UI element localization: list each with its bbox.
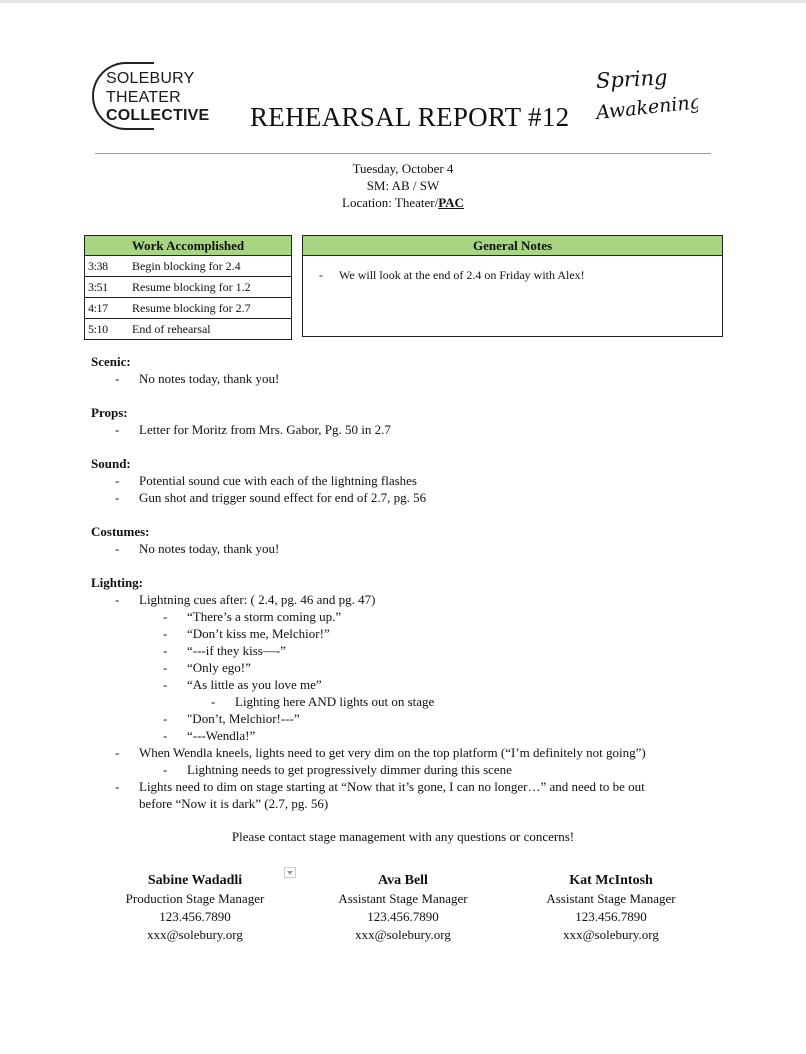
signature-name: Ava Bell <box>378 873 428 888</box>
list-item: Gun shot and trigger sound effect for end of 2.7, pg. 56 <box>139 490 427 505</box>
work-task: Resume blocking for 1.2 <box>132 280 251 294</box>
bullet-dash: - <box>211 694 216 709</box>
work-accomplished-heading: Work Accomplished <box>85 236 291 256</box>
table-row <box>85 256 291 277</box>
bullet-dash: - <box>115 371 120 386</box>
section-scenic-title: Scenic: <box>91 354 131 369</box>
signature-block <box>506 872 716 944</box>
signature-role: Production Stage Manager <box>125 891 265 906</box>
bullet-dash: - <box>115 592 120 607</box>
signature-role: Assistant Stage Manager <box>338 891 468 906</box>
signature-name: Kat McIntosh <box>569 873 653 888</box>
table-row <box>85 319 291 339</box>
report-date: Tuesday, October 4 <box>352 161 454 176</box>
general-note <box>319 268 585 283</box>
general-notes-table <box>302 235 723 337</box>
signature-block <box>298 872 508 944</box>
bullet-dash: - <box>163 609 168 624</box>
show-logo <box>594 64 698 131</box>
logo-line-3: COLLECTIVE <box>106 107 210 124</box>
show-logo-word-1: Spring <box>595 65 669 93</box>
list-item-continued: before “Now it is dark” (2.7, pg. 56) <box>139 796 329 811</box>
bullet-dash: - <box>115 473 120 488</box>
bullet-dash: - <box>163 762 168 777</box>
list-item: “Don’t kiss me, Melchior!” <box>187 626 330 641</box>
solebury-logo <box>92 62 222 134</box>
section-lighting-title: Lighting: <box>91 575 144 590</box>
location-label: Location: Theater/ <box>342 195 439 210</box>
top-border <box>0 0 806 3</box>
general-notes-heading: General Notes <box>303 236 722 256</box>
signature-phone: 123.456.7890 <box>367 909 439 924</box>
location <box>0 195 806 211</box>
bullet-dash: - <box>115 490 120 505</box>
list-item: “Only ego!” <box>187 660 251 675</box>
list-item: No notes today, thank you! <box>139 541 280 556</box>
bullet-dash: - <box>163 643 168 658</box>
bullet-dash: - <box>163 677 168 692</box>
list-item: Lightning needs to get progressively dimmer during this scene <box>187 762 512 777</box>
bullet-dash: - <box>319 268 323 282</box>
list-item: Lights need to dim on stage starting at “Now that it’s gone, I can no longer…” and need to be out <box>139 779 645 794</box>
stage-managers: SM: AB / SW <box>366 178 440 193</box>
bullet-dash: - <box>163 711 168 726</box>
work-time: 5:10 <box>88 322 108 336</box>
bullet-dash: - <box>163 660 168 675</box>
list-item: Lightning cues after: ( 2.4, pg. 46 and pg. 47) <box>139 592 376 607</box>
signature-email: xxx@solebury.org <box>563 927 659 942</box>
list-item: No notes today, thank you! <box>139 371 280 386</box>
section-props-title: Props: <box>91 405 128 420</box>
list-item: When Wendla kneels, lights need to get very dim on the top platform (“I’m definitely not going”) <box>139 745 646 760</box>
bullet-dash: - <box>115 422 120 437</box>
bullet-dash: - <box>163 626 168 641</box>
contact-line: Please contact stage management with any questions or concerns! <box>231 829 575 844</box>
show-logo-word-2: Awakening <box>595 91 698 124</box>
work-task: End of rehearsal <box>132 322 211 336</box>
list-item: “There’s a storm coming up.” <box>187 609 342 624</box>
signature-block <box>90 872 300 944</box>
list-item: Potential sound cue with each of the lightning flashes <box>139 473 417 488</box>
list-item: “As little as you love me” <box>187 677 322 692</box>
bullet-dash: - <box>115 779 120 794</box>
list-item: “---Wendla!” <box>187 728 256 743</box>
signature-role: Assistant Stage Manager <box>546 891 676 906</box>
signature-phone: 123.456.7890 <box>159 909 231 924</box>
list-item: “---if they kiss—-” <box>187 643 286 658</box>
report-title: REHEARSAL REPORT #12 <box>250 102 570 132</box>
location-emph: PAC <box>438 195 464 210</box>
header-divider <box>95 153 711 154</box>
general-note-text: We will look at the end of 2.4 on Friday with Alex! <box>339 268 585 282</box>
logo-line-1: SOLEBURY <box>106 70 195 87</box>
logo-line-2: THEATER <box>106 89 181 106</box>
section-sound-title: Sound: <box>91 456 131 471</box>
section-costumes-title: Costumes: <box>91 524 150 539</box>
list-item: Letter for Moritz from Mrs. Gabor, Pg. 50 in 2.7 <box>139 422 391 437</box>
work-time: 4:17 <box>88 301 108 315</box>
signature-email: xxx@solebury.org <box>355 927 451 942</box>
table-row <box>85 298 291 319</box>
work-task: Begin blocking for 2.4 <box>132 259 241 273</box>
work-task: Resume blocking for 2.7 <box>132 301 251 315</box>
bullet-dash: - <box>115 541 120 556</box>
work-time: 3:38 <box>88 259 108 273</box>
bullet-dash: - <box>163 728 168 743</box>
list-item: Lighting here AND lights out on stage <box>235 694 435 709</box>
signature-phone: 123.456.7890 <box>575 909 647 924</box>
signature-email: xxx@solebury.org <box>147 927 243 942</box>
bullet-dash: - <box>115 745 120 760</box>
signature-name: Sabine Wadadli <box>147 873 243 888</box>
table-row <box>85 277 291 298</box>
work-time: 3:51 <box>88 280 108 294</box>
work-accomplished-table <box>84 235 292 340</box>
list-item: "Don’t, Melchior!---” <box>187 711 300 726</box>
